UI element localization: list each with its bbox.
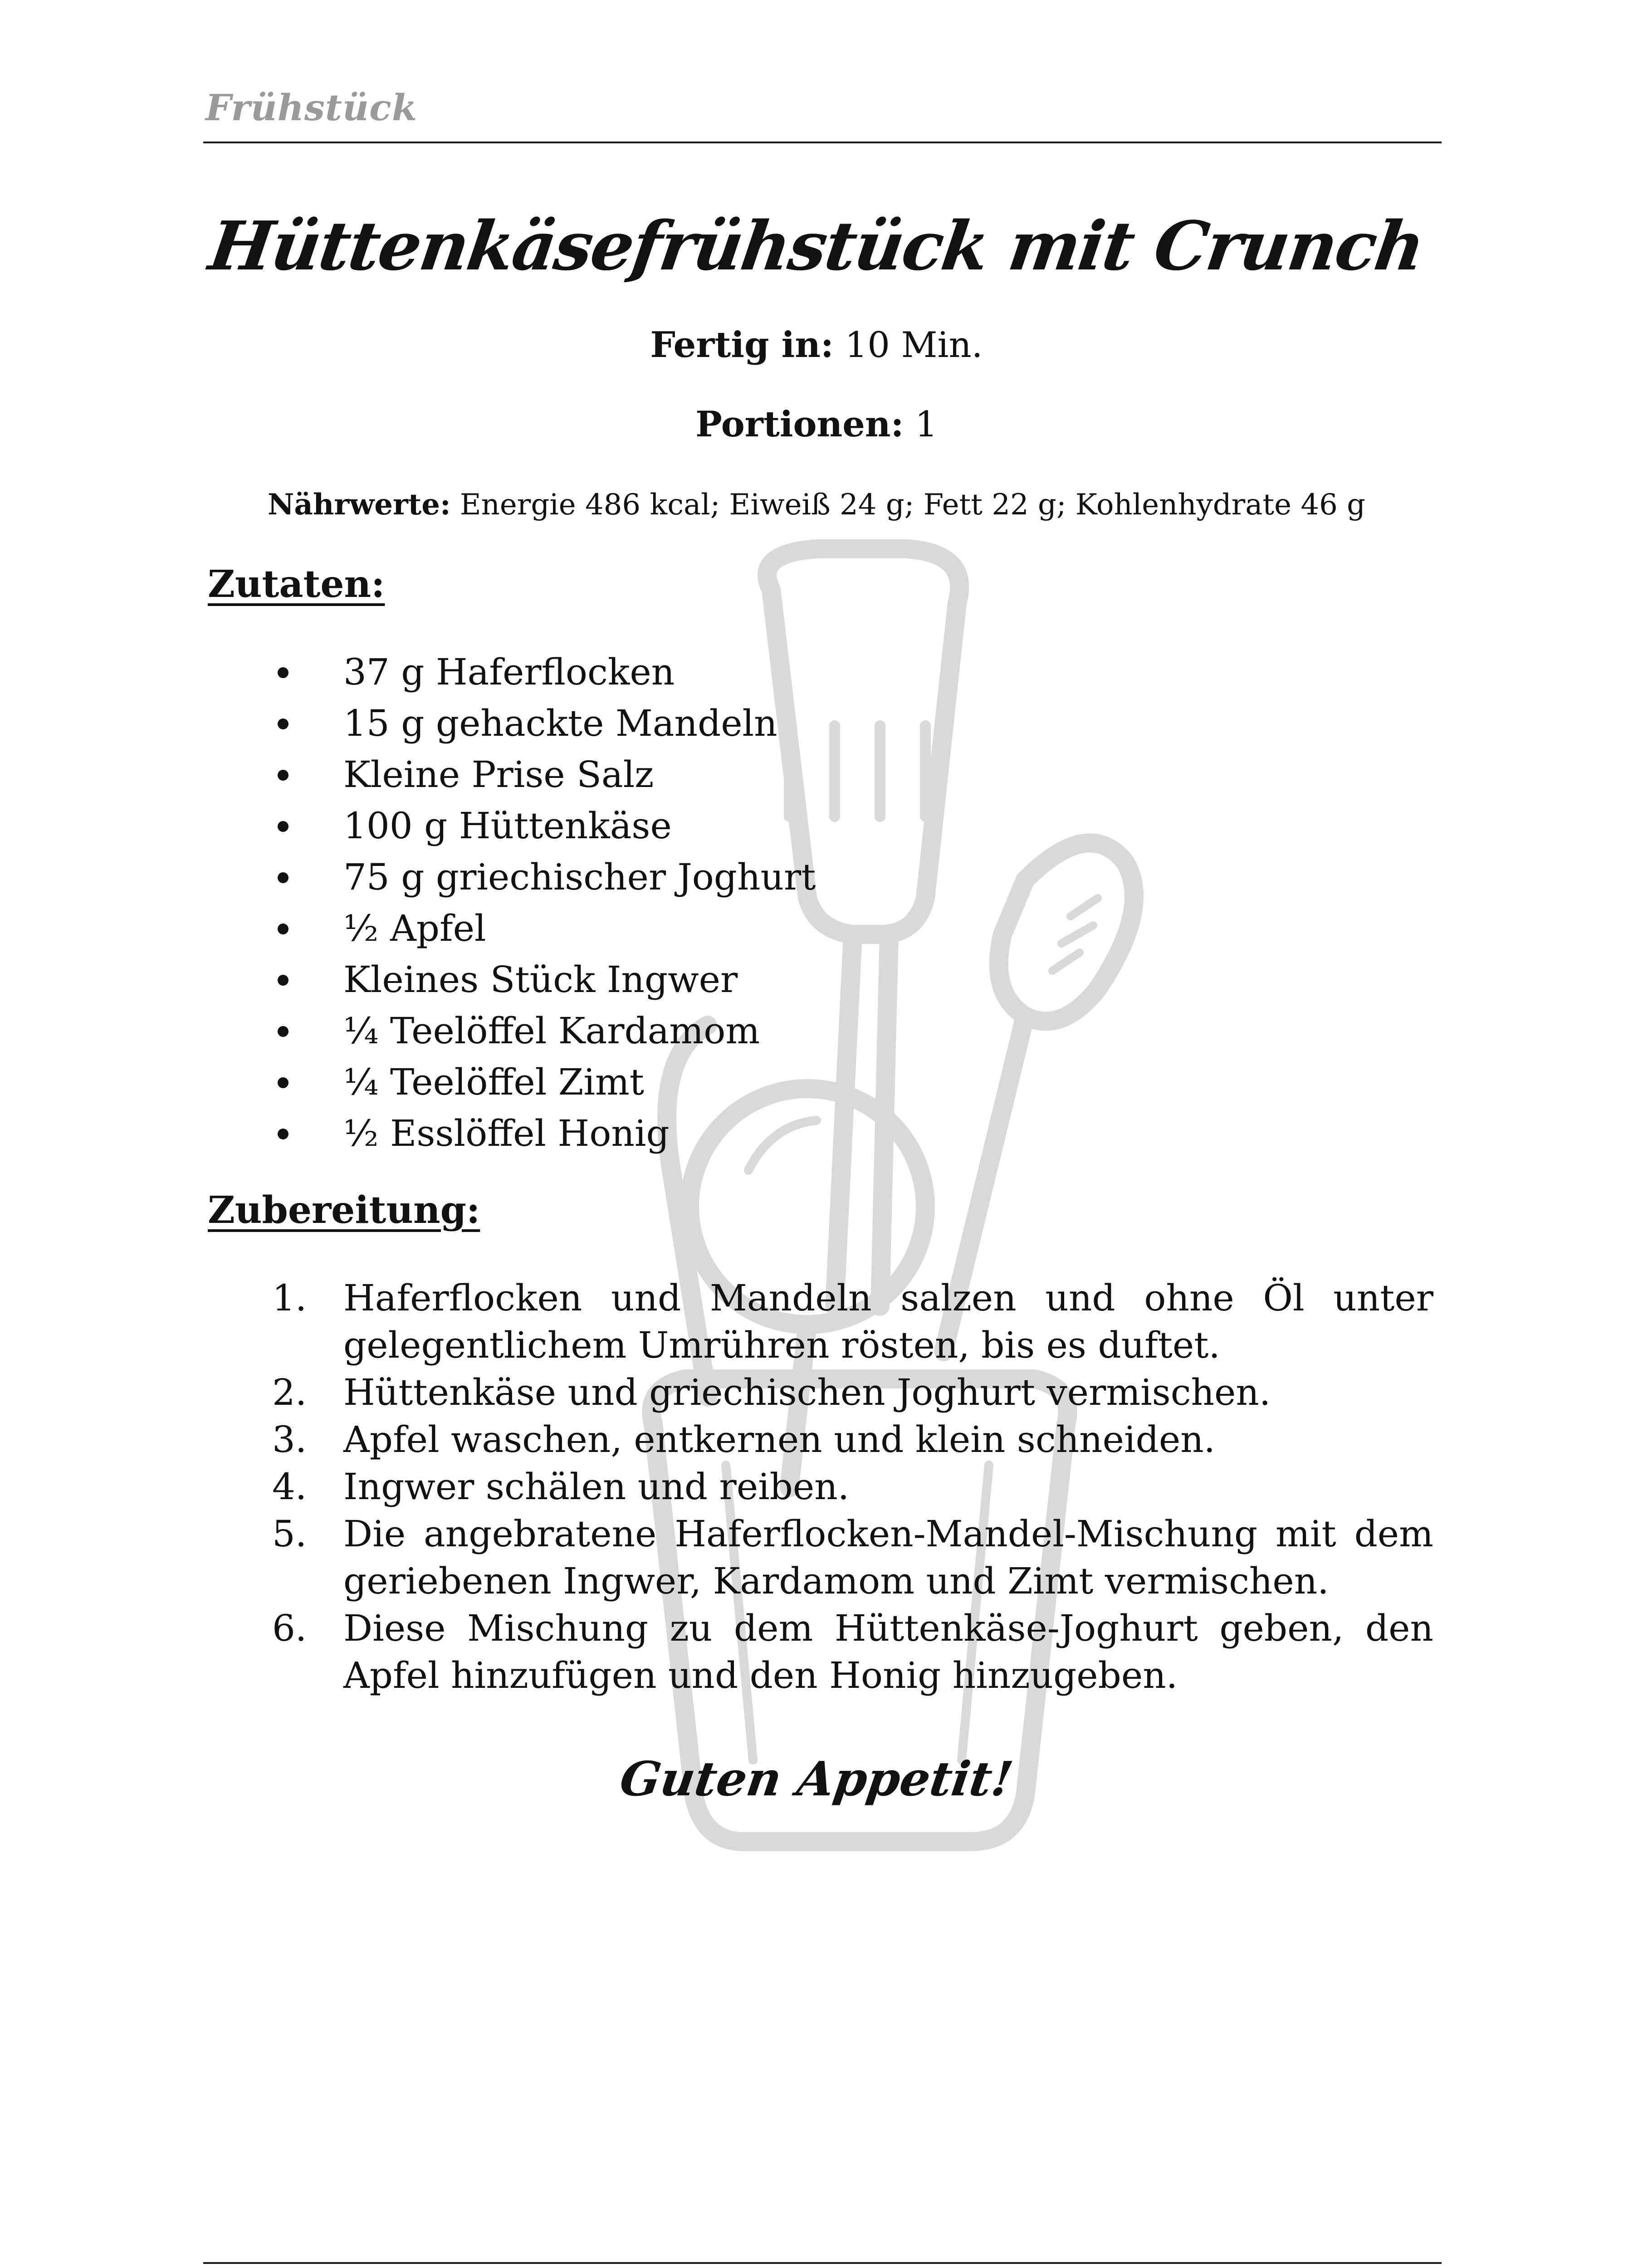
nutrition-facts — [0, 488, 1633, 522]
header-rule — [203, 142, 1442, 143]
step-text: Haferflocken und Mandeln salzen und ohne Öl unter gelegentlichem Umrühren rösten, bis es duftet. — [343, 1277, 1433, 1366]
servings — [0, 404, 1633, 445]
ingredient-text: 15 g gehackte Mandeln — [343, 702, 777, 744]
step-text: Ingwer schälen und reiben. — [343, 1466, 850, 1508]
bullet-icon — [278, 1026, 288, 1037]
ingredient-text: ¼ Teelöffel Zimt — [343, 1061, 644, 1103]
step-text: Apfel waschen, entkernen und klein schneiden. — [343, 1418, 1216, 1461]
bullet-icon — [278, 770, 288, 781]
footer-rule — [203, 2262, 1442, 2264]
bullet-icon — [278, 821, 288, 832]
list-item — [272, 698, 816, 749]
ready-time — [0, 324, 1633, 366]
step-text: Diese Mischung zu dem Hüttenkäse-Joghurt geben, den Apfel hinzufügen und den Honig hinzugeben. — [343, 1607, 1433, 1696]
bullet-icon — [278, 924, 288, 934]
ingredients-heading: Zutaten: — [208, 562, 385, 606]
list-item — [272, 749, 816, 800]
ingredient-text: 37 g Haferflocken — [343, 651, 675, 693]
list-item — [272, 1056, 816, 1108]
step-item — [272, 1605, 1433, 1699]
ready-time-value: 10 Min. — [845, 325, 983, 366]
bullet-icon — [278, 667, 288, 678]
step-number: 3. — [272, 1418, 307, 1461]
step-item — [272, 1416, 1433, 1463]
bullet-icon — [278, 719, 288, 729]
step-number: 2. — [272, 1371, 307, 1413]
ingredient-text: 75 g griechischer Joghurt — [343, 856, 816, 898]
running-header: Frühstück — [205, 86, 418, 129]
step-item — [272, 1369, 1433, 1416]
step-item — [272, 1275, 1433, 1369]
step-number: 6. — [272, 1607, 307, 1649]
ingredients-list — [272, 646, 816, 1159]
step-text: Die angebratene Haferflocken-Mandel-Mischung mit dem geriebenen Ingwer, Kardamom und Zimt vermischen. — [343, 1513, 1433, 1602]
ingredient-text: ¼ Teelöffel Kardamom — [343, 1010, 760, 1052]
bullet-icon — [278, 1129, 288, 1139]
ingredient-text: 100 g Hüttenkäse — [343, 805, 672, 847]
step-item — [272, 1510, 1433, 1605]
nutrition-label: Nährwerte: — [267, 488, 451, 522]
step-number: 4. — [272, 1466, 307, 1508]
list-item — [272, 851, 816, 903]
ingredient-text: ½ Esslöffel Honig — [343, 1112, 670, 1154]
step-number: 5. — [272, 1513, 307, 1555]
list-item — [272, 1005, 816, 1056]
step-text: Hüttenkäse und griechischen Joghurt vermischen. — [343, 1371, 1271, 1413]
step-item — [272, 1463, 1433, 1510]
nutrition-value: Energie 486 kcal; Eiweiß 24 g; Fett 22 g; Kohlenhydrate 46 g — [460, 488, 1366, 522]
bullet-icon — [278, 1077, 288, 1088]
servings-label: Portionen: — [695, 404, 904, 445]
bullet-icon — [278, 975, 288, 986]
list-item — [272, 1108, 816, 1159]
preparation-heading: Zubereitung: — [208, 1188, 480, 1232]
servings-value: 1 — [915, 404, 938, 445]
closing-text: Guten Appetit! — [616, 1751, 1017, 1807]
list-item — [272, 646, 816, 698]
recipe-title: Hüttenkäsefrühstück mit Crunch — [204, 206, 1429, 285]
preparation-steps — [272, 1275, 1433, 1699]
step-number: 1. — [272, 1277, 307, 1319]
list-item — [272, 903, 816, 954]
ingredient-text: Kleines Stück Ingwer — [343, 958, 738, 1001]
bullet-icon — [278, 872, 288, 883]
list-item — [272, 954, 816, 1005]
list-item — [272, 800, 816, 851]
ready-time-label: Fertig in: — [650, 324, 834, 366]
ingredient-text: Kleine Prise Salz — [343, 753, 654, 796]
ingredient-text: ½ Apfel — [343, 907, 486, 949]
